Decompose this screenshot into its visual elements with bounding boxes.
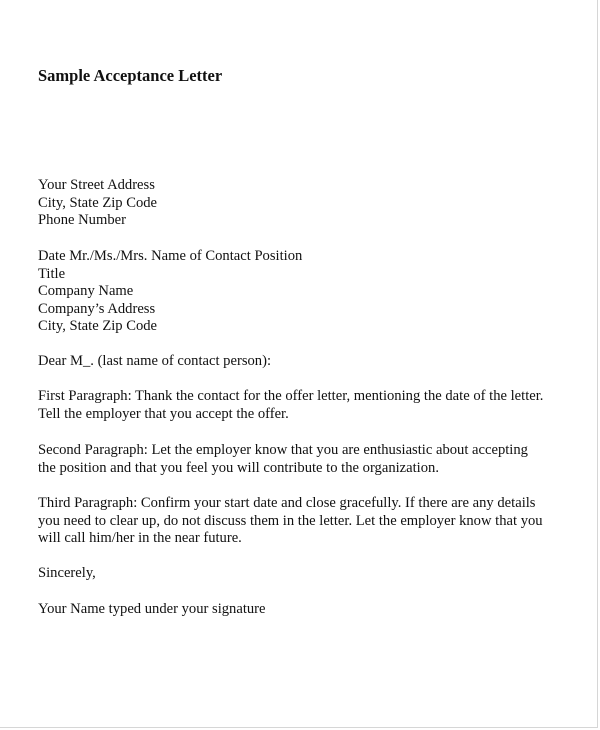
- paragraph-first-line: Tell the employer that you accept the offer.: [38, 405, 289, 422]
- recipient-title: Title: [38, 265, 66, 282]
- signature-text: Your Name typed under your signature: [38, 601, 266, 617]
- paragraph-first: [38, 388, 594, 423]
- salutation-text: Dear M_. (last name of contact person):: [38, 353, 272, 369]
- paragraph-third: [38, 495, 594, 548]
- paragraph-second-line: the position and that you feel you will contribute to the organization.: [38, 459, 439, 476]
- recipient-address: [38, 248, 594, 336]
- sender-phone: Phone Number: [38, 212, 126, 229]
- paragraph-second-line: Second Paragraph: Let the employer know that you are enthusiastic about accepting: [38, 442, 528, 458]
- paragraph-first-line: First Paragraph: Thank the contact for the offer letter, mentioning the date of the letter.: [38, 388, 544, 404]
- paragraph-second: [38, 442, 594, 477]
- sender-street: Your Street Address: [38, 177, 155, 193]
- paragraph-third-line: Third Paragraph: Confirm your start date and close gracefully. If there are any details: [38, 495, 536, 511]
- recipient-company-address: Company’s Address: [38, 300, 156, 317]
- recipient-city: City, State Zip Code: [38, 318, 158, 335]
- signature: [38, 601, 594, 619]
- recipient-date-contact: Date Mr./Ms./Mrs. Name of Contact Position: [38, 248, 303, 264]
- closing: [38, 565, 594, 583]
- page-title: Sample Acceptance Letter: [38, 66, 223, 85]
- paragraph-third-line: you need to clear up, do not discuss them in the letter. Let the employer know that you: [38, 512, 543, 529]
- paragraph-third-line: will call him/her in the near future.: [38, 530, 242, 547]
- salutation: [38, 353, 594, 371]
- sender-city: City, State Zip Code: [38, 194, 158, 211]
- closing-text: Sincerely,: [38, 565, 96, 581]
- recipient-company: Company Name: [38, 283, 134, 300]
- sender-address: [38, 177, 594, 230]
